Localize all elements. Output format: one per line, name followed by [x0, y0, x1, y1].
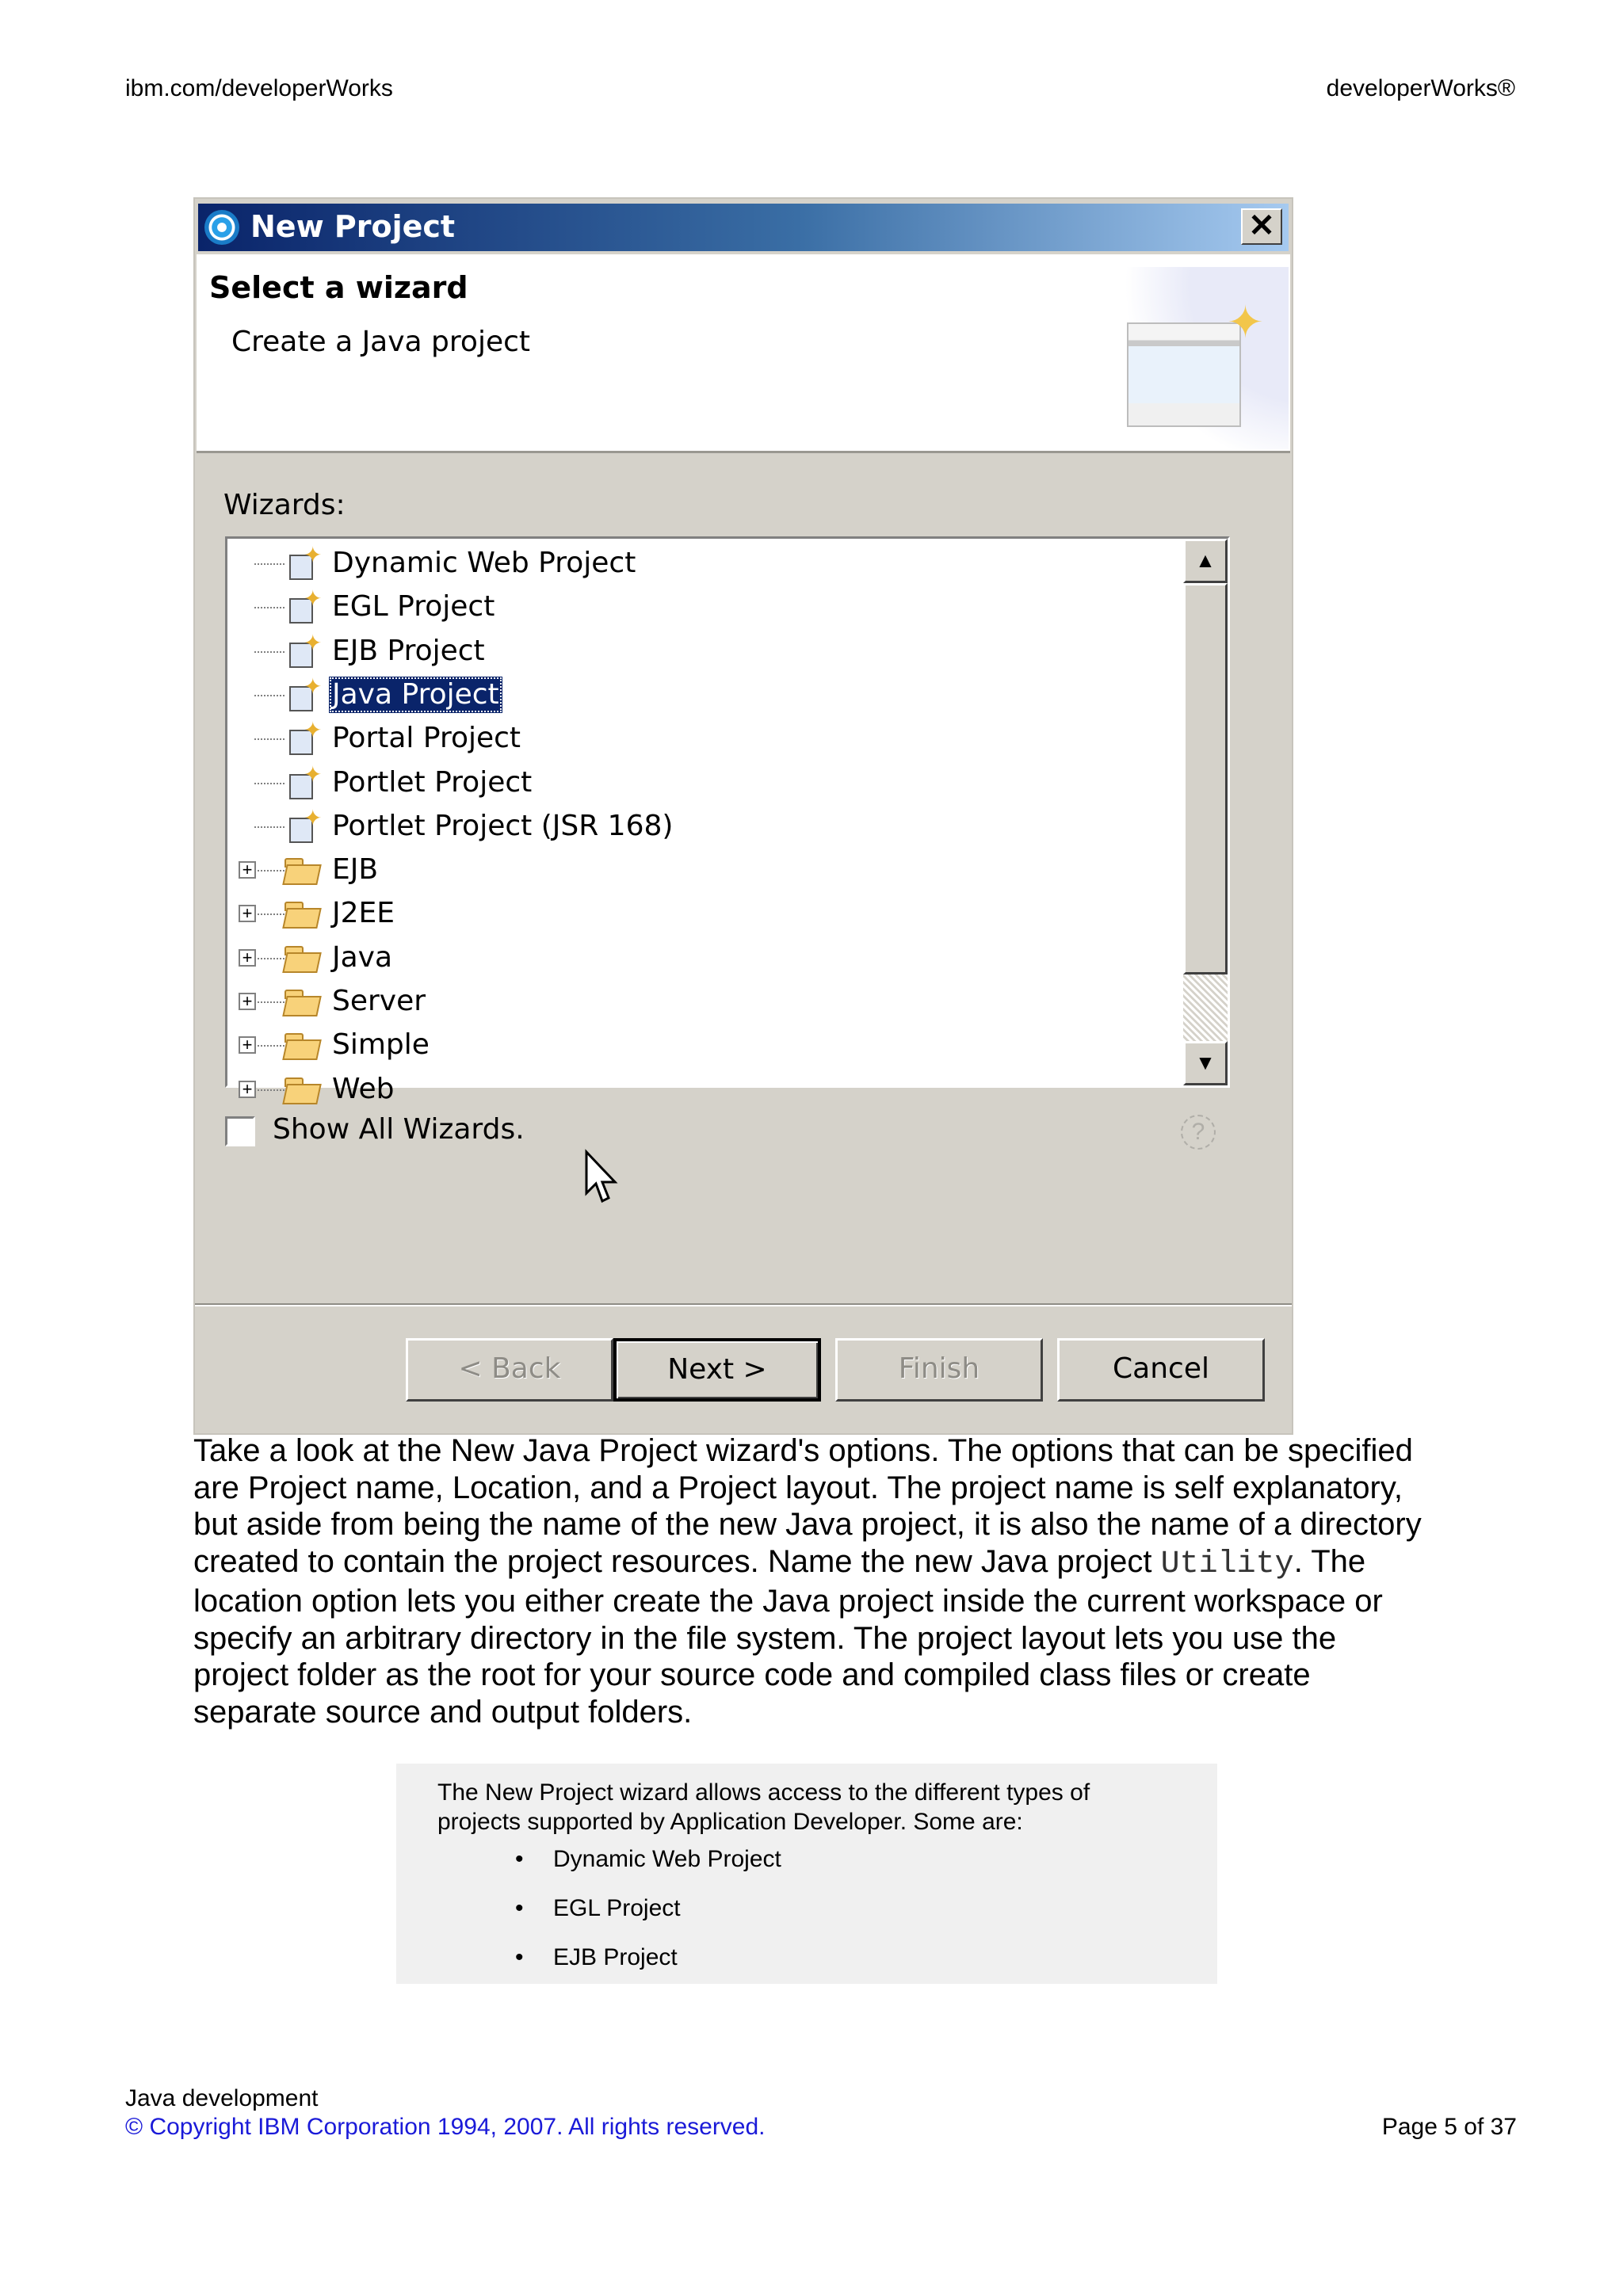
banner-description: Create a Java project: [231, 326, 530, 358]
tree-connector: [254, 607, 285, 608]
tree-item-label[interactable]: Server: [332, 985, 426, 1017]
tree-item-label[interactable]: Java Project: [329, 677, 502, 713]
footer-doc-title: Java development: [125, 2085, 319, 2111]
tree-wizard-item[interactable]: [227, 673, 1170, 717]
footer-copyright-link[interactable]: © Copyright IBM Corporation 1994, 2007. All rights reserved.: [125, 2114, 766, 2140]
mouse-pointer-icon: [585, 1150, 624, 1206]
tree-wizard-item[interactable]: [227, 717, 1170, 761]
bullet: •: [515, 1895, 524, 1921]
show-all-wizards-label[interactable]: Show All Wizards.: [273, 1113, 525, 1146]
dialog-title: New Project: [250, 209, 456, 244]
project-name-code: Utility: [1160, 1546, 1294, 1582]
back-button[interactable]: < Back: [406, 1338, 613, 1402]
arrow-up-icon: ▲: [1195, 548, 1216, 572]
tree-folder-item[interactable]: [227, 1068, 1170, 1112]
window-graphic-icon: [1127, 322, 1241, 427]
expand-icon[interactable]: +: [239, 993, 256, 1010]
close-button[interactable]: [1241, 208, 1282, 245]
tree-folder-item[interactable]: [227, 1024, 1170, 1067]
tree-folder-item[interactable]: [227, 892, 1170, 936]
project-wizard-icon: ✦: [285, 635, 321, 669]
project-wizard-icon: ✦: [285, 810, 321, 845]
header-brand: developerWorks®: [1326, 75, 1515, 101]
body-text-part-2: . The location option lets you either create the Java project inside the current workspace or specify an arbitrary directory in the file system. The project layout lets you use the project folder as the root for your source code and compiled class files or create separate source and output folders.: [193, 1543, 1383, 1730]
show-all-wizards-checkbox[interactable]: [225, 1116, 255, 1146]
body-text-part-1: Take a look at the New Java Project wizard's options. The options that can be specified are Project name, Location, and a Project layout. The project name is self explanatory, but aside from being the name of the new Java project, it is also the name of a directory created to contain the project resources. Name the new Java project: [193, 1433, 1422, 1579]
scroll-thumb[interactable]: [1183, 583, 1228, 974]
note-text: The New Project wizard allows access to the different types of projects supported by Application Developer. Some are:: [437, 1779, 1090, 1835]
folder-icon: [283, 1033, 323, 1060]
tree-item-label[interactable]: Portlet Project (JSR 168): [332, 810, 674, 842]
tree-item-label[interactable]: EJB: [332, 853, 379, 886]
tree-connector: [254, 870, 285, 871]
tree-wizard-item[interactable]: [227, 630, 1170, 673]
expand-icon[interactable]: +: [239, 1081, 256, 1098]
tree-connector: [254, 783, 285, 784]
button-separator: [195, 1303, 1292, 1306]
new-project-dialog: [193, 197, 1293, 1435]
tree-folder-item[interactable]: [227, 936, 1170, 980]
project-wizard-icon: ✦: [285, 766, 321, 801]
tree-connector: [254, 563, 285, 565]
bullet: •: [515, 1944, 524, 1970]
tree-item-label[interactable]: Dynamic Web Project: [332, 547, 636, 579]
folder-icon: [283, 1077, 323, 1104]
tree-item-label[interactable]: EJB Project: [332, 635, 485, 667]
bullet: •: [515, 1846, 524, 1872]
scroll-track[interactable]: [1183, 974, 1228, 1041]
tree-item-label[interactable]: Web: [332, 1073, 395, 1105]
project-wizard-icon: ✦: [285, 590, 321, 625]
tree-folder-item[interactable]: [227, 980, 1170, 1024]
help-icon[interactable]: ?: [1181, 1115, 1216, 1150]
close-icon: ✕: [1248, 208, 1275, 243]
project-wizard-icon: ✦: [285, 678, 321, 713]
folder-icon: [283, 946, 323, 973]
list-item-text: EGL Project: [553, 1895, 681, 1921]
project-wizard-icon: ✦: [285, 722, 321, 757]
tree-item-label[interactable]: EGL Project: [332, 590, 495, 623]
tree-connector: [254, 1089, 285, 1091]
tree-wizard-item[interactable]: [227, 805, 1170, 849]
app-logo-icon: [204, 210, 239, 245]
tree-connector: [254, 651, 285, 653]
tree-connector: [254, 958, 285, 959]
tree-connector: [254, 1045, 285, 1047]
tree-connector: [254, 826, 285, 828]
header-site-url: ibm.com/developerWorks: [125, 75, 393, 101]
expand-icon[interactable]: +: [239, 949, 256, 967]
finish-button[interactable]: Finish: [835, 1338, 1043, 1402]
wizard-tree[interactable]: [225, 536, 1230, 1105]
tree-connector: [254, 1001, 285, 1003]
tree-connector: [254, 738, 285, 740]
scroll-up-button[interactable]: [1183, 539, 1228, 583]
tree-item-label[interactable]: Simple: [332, 1028, 430, 1061]
note-box: [396, 1764, 1217, 1984]
folder-icon: [283, 858, 323, 885]
list-item-text: Dynamic Web Project: [553, 1846, 781, 1872]
wizard-banner-icon: [1106, 267, 1289, 449]
expand-icon[interactable]: +: [239, 905, 256, 922]
folder-icon: [283, 990, 323, 1016]
arrow-down-icon: ▼: [1195, 1051, 1216, 1074]
cancel-button[interactable]: Cancel: [1057, 1338, 1265, 1402]
scroll-down-button[interactable]: [1183, 1041, 1228, 1085]
wizard-banner: [197, 254, 1290, 453]
tree-wizard-item[interactable]: [227, 585, 1170, 629]
list-item-text: EJB Project: [553, 1944, 678, 1970]
tree-wizard-item[interactable]: [227, 542, 1170, 585]
tree-connector: [254, 913, 285, 915]
tree-item-label[interactable]: Portal Project: [332, 722, 521, 754]
tree-item-label[interactable]: Portlet Project: [332, 766, 533, 799]
tree-connector: [254, 695, 285, 696]
wizards-label: Wizards:: [223, 489, 346, 521]
next-button[interactable]: Next >: [613, 1338, 821, 1402]
tree-item-label[interactable]: Java: [332, 941, 393, 974]
dialog-titlebar[interactable]: [198, 204, 1289, 251]
tree-wizard-item[interactable]: [227, 761, 1170, 805]
tree-folder-item[interactable]: [227, 849, 1170, 892]
expand-icon[interactable]: +: [239, 1036, 256, 1054]
project-wizard-icon: ✦: [285, 547, 321, 582]
expand-icon[interactable]: +: [239, 861, 256, 879]
folder-icon: [283, 902, 323, 929]
tree-scrollbar[interactable]: [1183, 539, 1228, 1085]
tree-item-label[interactable]: J2EE: [332, 897, 395, 929]
banner-title: Select a wizard: [209, 270, 468, 305]
body-paragraph: [193, 1432, 1430, 1730]
sparkle-icon: ✦: [1227, 297, 1264, 347]
footer-page-number: Page 5 of 37: [1381, 2114, 1517, 2140]
